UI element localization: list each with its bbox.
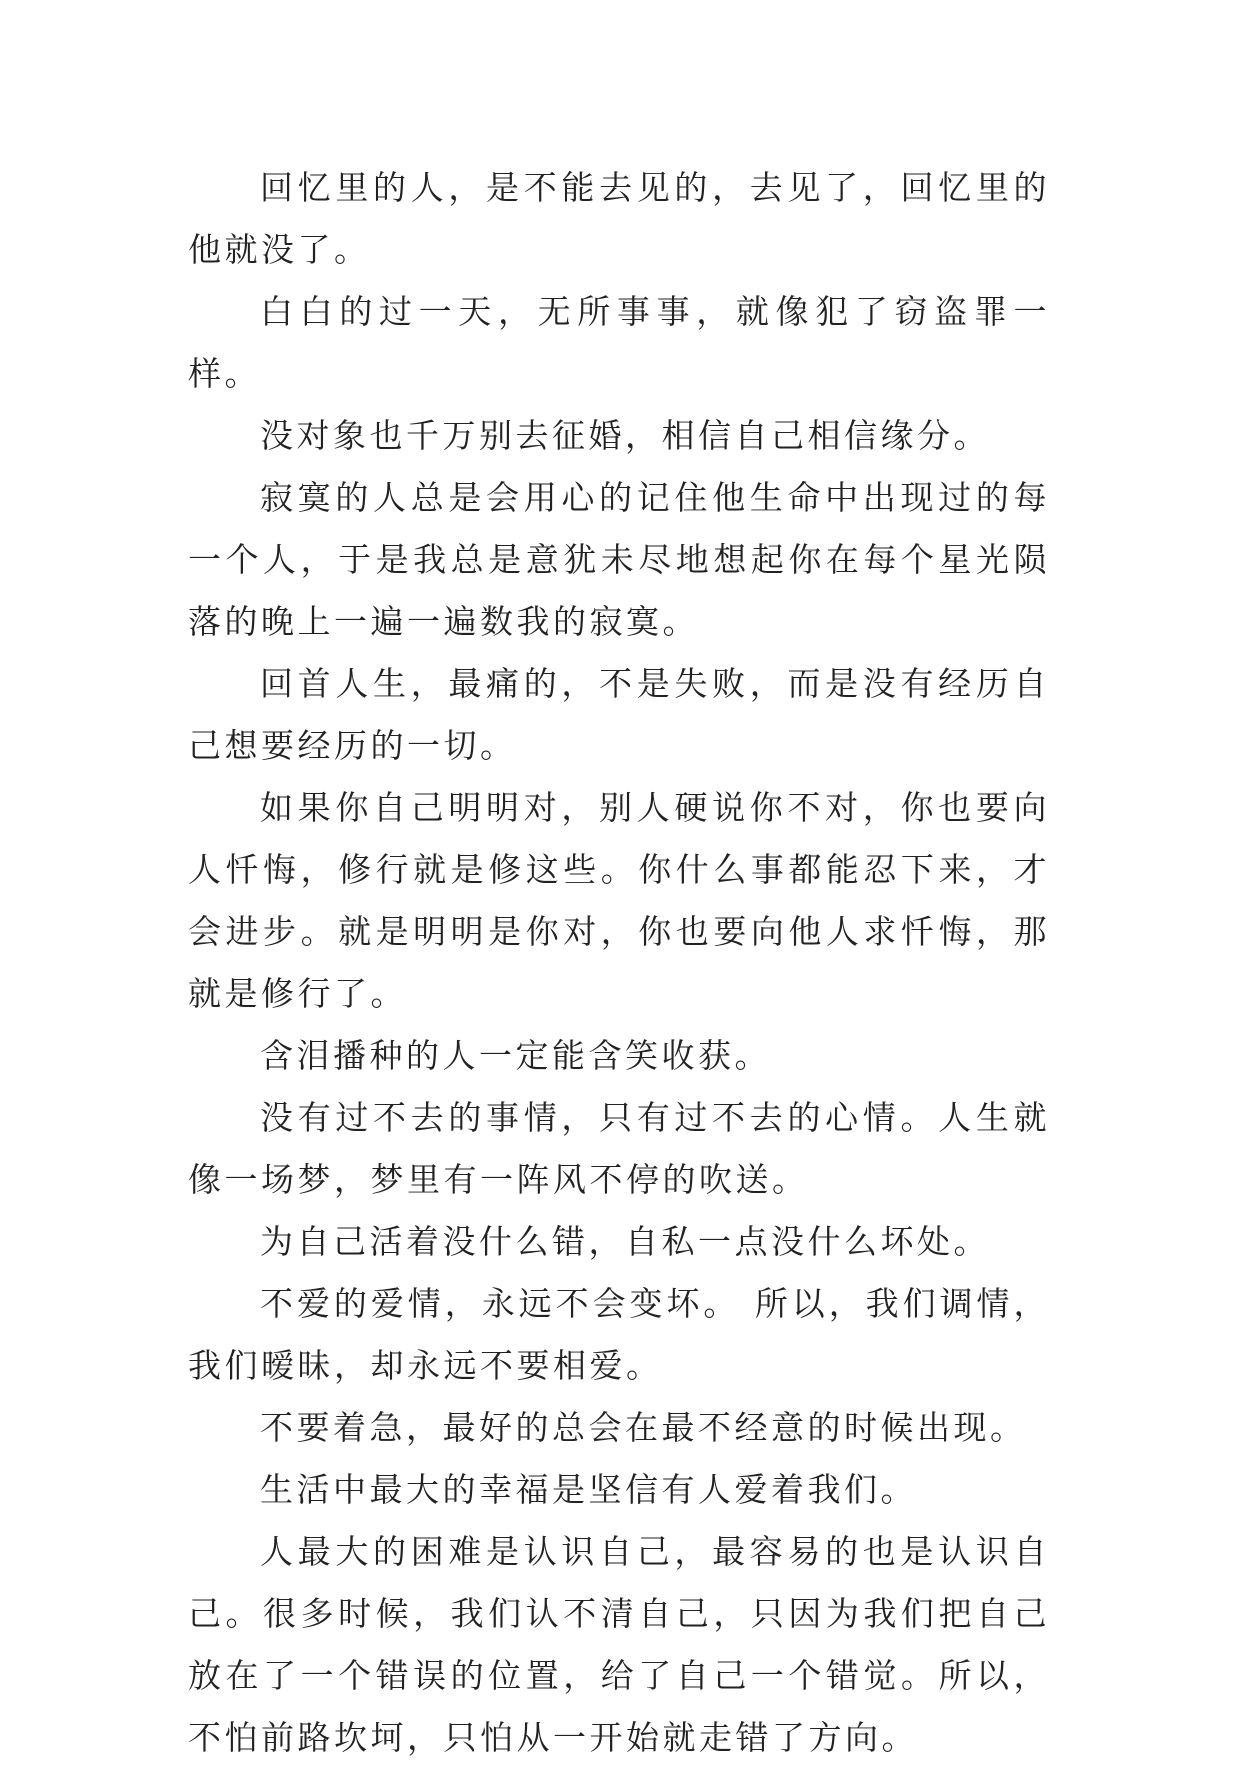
paragraph: 不要着急，最好的总会在最不经意的时候出现。 xyxy=(260,1408,1027,1447)
paragraph: 寂寞的人总是会用心的记住他生命中出现过的每一个人，于是我总是意犹未尽地想起你在每个星光陨落的晚上一遍一遍数我的寂寞。 xyxy=(188,478,1050,641)
paragraph: 回首人生，最痛的，不是失败，而是没有经历自己想要经历的一切。 xyxy=(188,664,1050,765)
paragraph: 白白的过一天，无所事事，就像犯了窃盗罪一样。 xyxy=(188,292,1050,393)
paragraph: 如果你自己明明对，别人硬说你不对，你也要向人忏悔，修行就是修这些。你什么事都能忍下来，才会进步。就是明明是你对，你也要向他人求忏悔，那就是修行了。 xyxy=(188,788,1050,1013)
paragraph: 为自己活着没什么错，自私一点没什么坏处。 xyxy=(260,1222,990,1261)
paragraph: 回忆里的人，是不能去见的，去见了，回忆里的他就没了。 xyxy=(188,168,1050,269)
document-body xyxy=(188,157,1050,1769)
paragraph: 没有过不去的事情，只有过不去的心情。人生就像一场梦，梦里有一阵风不停的吹送。 xyxy=(188,1098,1050,1199)
paragraph: 没对象也千万别去征婚，相信自己相信缘分。 xyxy=(260,416,990,455)
paragraph: 人最大的困难是认识自己，最容易的也是认识自己。很多时候，我们认不清自己，只因为我们把自己放在了一个错误的位置，给了自己一个错觉。所以，不怕前路坎坷，只怕从一开始就走错了方向。 xyxy=(188,1532,1050,1757)
paragraph: 生活中最大的幸福是坚信有人爱着我们。 xyxy=(260,1470,917,1509)
paragraph: 不爱的爱情，永远不会变坏。 所以，我们调情，我们暧昧，却永远不要相爱。 xyxy=(188,1284,1050,1385)
paragraph: 含泪播种的人一定能含笑收获。 xyxy=(260,1036,771,1075)
